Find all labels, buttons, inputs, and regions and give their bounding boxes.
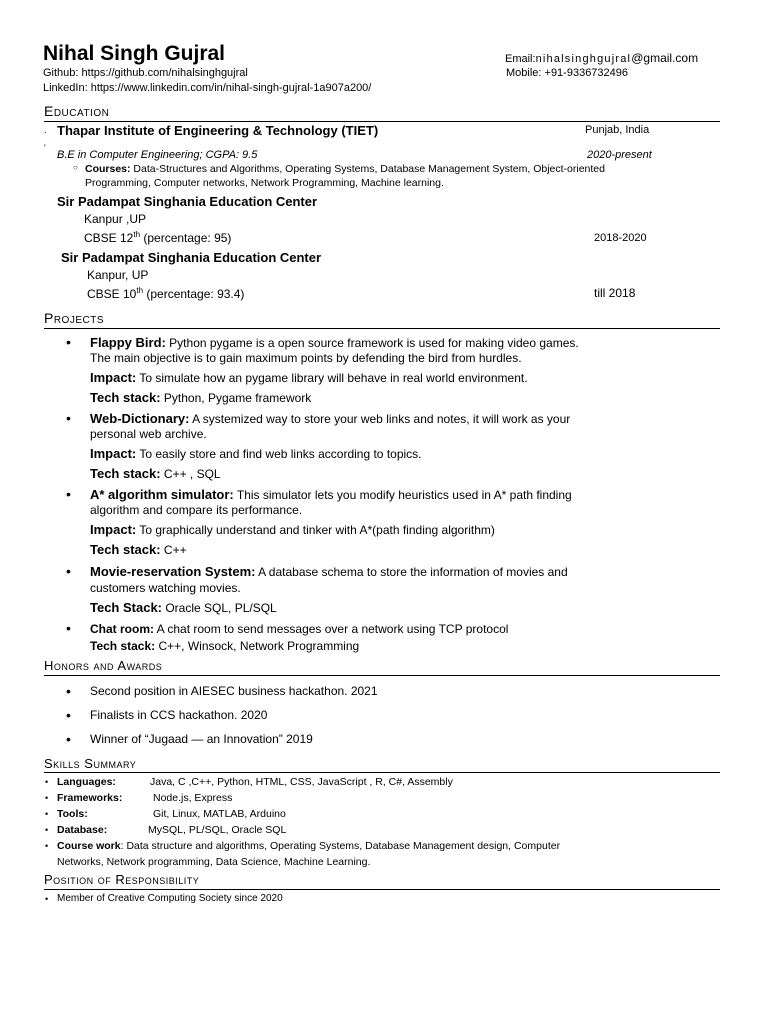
github-link[interactable]: Github: https://github.com/nihalsinghgujral — [43, 67, 248, 79]
frameworks-value: Node.js, Express — [153, 792, 233, 804]
bullet-icon: • — [66, 620, 71, 636]
email-user: nihalsinghgujral — [535, 53, 632, 65]
email-link[interactable] — [505, 51, 698, 65]
courses-line2: Programming, Computer networks, Network Programming, Machine learning. — [85, 177, 444, 189]
school1-name: Sir Padampat Singhania Education Center — [57, 194, 318, 209]
honors-rule — [44, 675, 720, 676]
school1-grade: CBSE 12th (percentage: 95) — [84, 230, 232, 245]
project-impact: Impact: To simulate how an pygame library will behave in real world environment. — [90, 370, 528, 385]
school1-dates: 2018-2020 — [594, 232, 647, 244]
tiet-name: Thapar Institute of Engineering & Technology (TIET) — [57, 123, 379, 138]
position-heading: Position of Responsibility — [44, 872, 200, 887]
bullet-icon: • — [66, 410, 71, 426]
bullet-icon: • — [66, 334, 71, 350]
position-item: Member of Creative Computing Society since 2020 — [57, 893, 283, 904]
languages-label: Languages: — [57, 776, 116, 788]
school1-location: Kanpur ,UP — [84, 212, 147, 226]
bullet-icon: • — [66, 731, 71, 747]
project-desc: The main objective is to gain maximum points by defending the bird from hurdles. — [90, 351, 522, 365]
honor-item: Winner of “Jugaad — an Innovation” 2019 — [90, 732, 313, 746]
project-desc: personal web archive. — [90, 427, 207, 441]
mobile-number: Mobile: +91-9336732496 — [506, 67, 629, 79]
honors-heading: Honors and Awards — [44, 658, 163, 673]
project-stack: Tech stack: C++, Winsock, Network Programming — [90, 639, 360, 653]
education-rule — [44, 121, 720, 122]
skills-rule — [44, 772, 720, 773]
project-stack: Tech stack: Python, Pygame framework — [90, 390, 312, 405]
bullet-icon: • — [45, 777, 49, 787]
bullet-icon: • — [66, 486, 71, 502]
project-desc: customers watching movies. — [90, 581, 241, 595]
bullet-icon: • — [66, 563, 71, 579]
project-desc: algorithm and compare its performance. — [90, 503, 303, 517]
candidate-name: Nihal Singh Gujral — [43, 42, 226, 65]
coursework-line2: Networks, Network programming, Data Science, Machine Learning. — [57, 856, 371, 868]
tiet-degree: B.E in Computer Engineering; CGPA: 9.5 — [57, 149, 258, 161]
database-label: Database: — [57, 824, 108, 836]
coursework-line1: Course work: Data structure and algorithms, Operating Systems, Database Management design, Computer — [57, 840, 561, 852]
bullet-icon: • — [45, 825, 49, 835]
email-label: Email: — [505, 53, 536, 65]
project-flappy-bird: Flappy Bird: Python pygame is a open source framework is used for making video games. — [90, 335, 579, 350]
skills-heading: Skills Summary — [44, 756, 137, 771]
school2-location: Kanpur, UP — [87, 268, 149, 282]
email-domain: @gmail.com — [631, 51, 699, 65]
courses-line1: Data-Structures and Algorithms, Operating Systems, Database Management System, Object-oriented — [130, 163, 605, 175]
honor-item: Second position in AIESEC business hackathon. 2021 — [90, 684, 378, 698]
tools-value: Git, Linux, MATLAB, Arduino — [153, 808, 286, 820]
bullet-icon: • — [45, 809, 49, 819]
project-web-dictionary: Web-Dictionary: A systemized way to store your web links and notes, it will work as your — [90, 411, 571, 426]
position-rule — [44, 889, 720, 890]
project-chat-room: Chat room: A chat room to send messages over a network using TCP protocol — [90, 622, 509, 636]
project-movie-reservation: Movie-reservation System: A database schema to store the information of movies and — [90, 564, 568, 579]
tiet-location: Punjab, India — [585, 124, 650, 136]
database-value: MySQL, PL/SQL, Oracle SQL — [148, 824, 287, 836]
linkedin-link[interactable]: LinkedIn: https://www.linkedin.com/in/nihal-singh-gujral-1a907a200/ — [43, 82, 372, 94]
bullet-icon: • — [66, 683, 71, 699]
project-stack: Tech Stack: Oracle SQL, PL/SQL — [90, 600, 277, 615]
frameworks-label: Frameworks: — [57, 792, 123, 804]
project-stack: Tech stack: C++ , SQL — [90, 466, 221, 481]
project-impact: Impact: To graphically understand and tinker with A*(path finding algorithm) — [90, 522, 495, 537]
project-impact: Impact: To easily store and find web links according to topics. — [90, 446, 422, 461]
tiet-dates: 2020-present — [587, 149, 652, 161]
projects-heading: Projects — [44, 310, 105, 326]
project-stack: Tech stack: C++ — [90, 542, 187, 557]
bullet-icon: • — [66, 707, 71, 723]
bullet-icon: • — [45, 793, 49, 803]
bullet-icon: • — [45, 894, 49, 904]
school2-name: Sir Padampat Singhania Education Center — [61, 250, 322, 265]
courses-label: Courses: — [85, 163, 131, 175]
education-heading: Education — [44, 103, 110, 119]
bullet-icon: . — [44, 125, 47, 135]
honor-item: Finalists in CCS hackathon. 2020 — [90, 708, 268, 722]
school2-grade: CBSE 10th (percentage: 93.4) — [87, 286, 245, 301]
tools-label: Tools: — [57, 808, 88, 820]
bullet-icon: ' — [44, 143, 46, 153]
circle-bullet-icon: ○ — [73, 163, 78, 172]
projects-rule — [44, 328, 720, 329]
project-astar: A* algorithm simulator: This simulator lets you modify heuristics used in A* path finding — [90, 487, 572, 502]
bullet-icon: • — [45, 841, 49, 851]
school2-dates: till 2018 — [594, 286, 636, 300]
languages-value: Java, C ,C++, Python, HTML, CSS, JavaScript , R, C#, Assembly — [150, 776, 453, 788]
tiet-courses — [85, 163, 605, 175]
